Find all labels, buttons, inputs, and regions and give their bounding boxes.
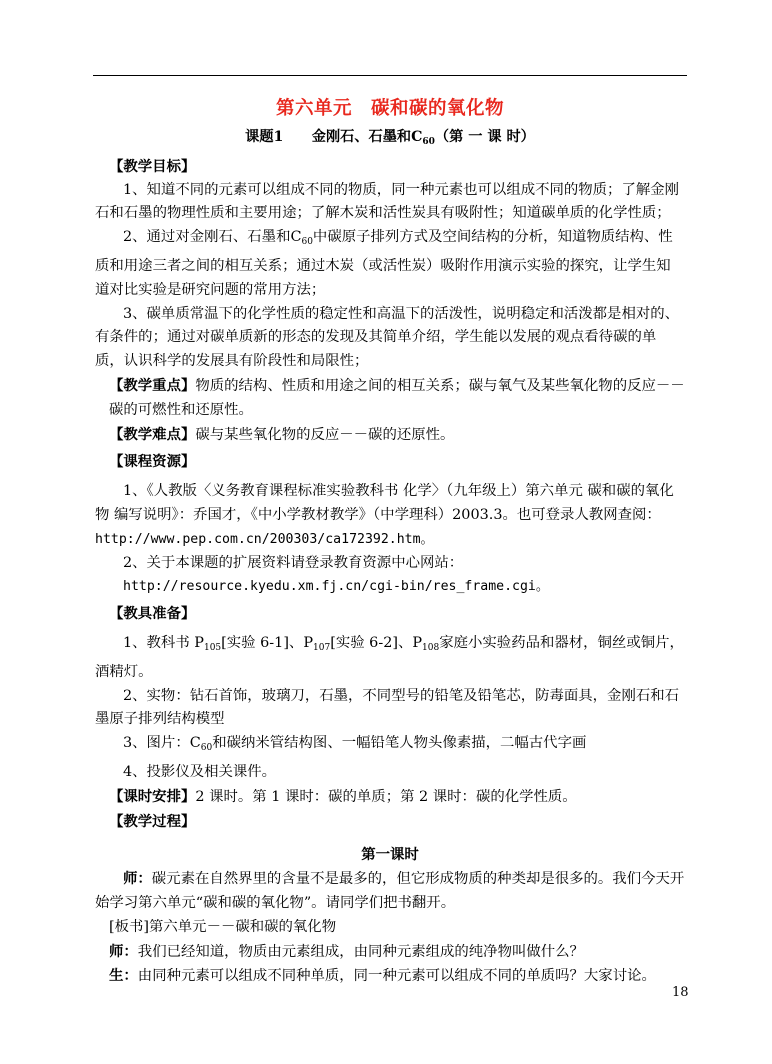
schedule: 【课时安排】2 课时。第 1 课时：碳的单质；第 2 课时：碳的化学性质。 bbox=[109, 787, 577, 805]
equipment-3: 3、图片：$C_{60}$和碳纳米管结构图、一幅铅笔人物头像素描，二幅古代字画 bbox=[123, 735, 587, 754]
goal-2: 2、通过对金刚石、石墨和$C_{60}$中碳原子排列方式及空间结构的分析，知道物质结构、性质和用途三者之间的相互关系；通过木炭（或活性炭）吸附作用演示实验的探究，让学生知道对比实验是研究问题的常用方法； bbox=[95, 229, 673, 298]
difficulty: 【教学难点】碳与某些氧化物的反应－－碳的还原性。 bbox=[109, 425, 455, 443]
goal-1: 1、知道不同的元素可以组成不同的物质，同一种元素也可以组成不同的物质；了解金刚石和石墨的物理性质和主要用途；了解木炭和活性炭具有吸附性；知道碳单质的化学性质； bbox=[95, 181, 680, 222]
equipment-1: 1、教科书 $P_{105}$[实验 6-1]、$P_{107}$[实验 6-2]、$P_{108}$家庭小实验药品和器材，铜丝或铜片，酒精灯。 bbox=[95, 634, 684, 680]
unit-title: 第六单元 碳和碳的氧化物 bbox=[275, 98, 504, 119]
dialogue-2: 师：我们已经知道，物质由元素组成，由同种元素组成的纯净物叫做什么？ bbox=[109, 942, 584, 960]
resources-heading: 【课程资源】 bbox=[109, 453, 196, 471]
goal-3: 3、碳单质常温下的化学性质的稳定性和高温下的活泼性，说明稳定和活泼都是相对的、有条件的；通过对碳单质新的形态的发现及其简单介绍，学生能以发展的观点看待碳的单质，认识科学的发展具有阶段性和局限性； bbox=[95, 305, 680, 370]
first-lesson-heading: 第一课时 bbox=[361, 846, 419, 864]
lesson-title: 课题1 金刚石、石墨和$C_{60}$（第 一 课 时） bbox=[245, 129, 535, 147]
dialogue-1: 师：碳元素在自然界里的含量不是最多的，但它形成物质的种类却是很多的。我们今天开始学习第六单元“碳和碳的氧化物”。请同学们把书翻开。 bbox=[95, 870, 685, 911]
document-page bbox=[95, 96, 685, 989]
process-heading: 【教学过程】 bbox=[109, 812, 196, 830]
resource-url-1: http://www.pep.com.cn/200303/ca172392.htm。 bbox=[95, 531, 434, 547]
equipment-heading: 【教具准备】 bbox=[109, 605, 196, 623]
resource-1: 1、《人教版〈义务教育课程标准实验教科书 化学〉（九年级上）第六单元 碳和碳的氧化物 编写说明》：乔国才，《中小学教材教学》（中学理科）2003.3。也可登录人教网查阅： bbox=[95, 483, 674, 523]
key-point: 【教学重点】物质的结构、性质和用途之间的相互关系；碳与氧气及某些氧化物的反应－－碳的可燃性和还原性。 bbox=[109, 376, 685, 418]
goals-heading: 【教学目标】 bbox=[109, 157, 196, 175]
header-rule bbox=[93, 75, 687, 76]
page-number: 18 bbox=[672, 985, 689, 1000]
resource-url-2: http://resource.kyedu.xm.fj.cn/cgi-bin/res_frame.cgi。 bbox=[123, 579, 550, 595]
resource-2: 2、关于本课题的扩展资料请登录教育资源中心网站： bbox=[123, 554, 464, 571]
board-note: [板书]第六单元－－碳和碳的氧化物 bbox=[109, 918, 337, 935]
equipment-2: 2、实物：钻石首饰，玻璃刀，石墨，不同型号的铅笔及铅笔芯，防毒面具，金刚石和石墨原子排列结构模型 bbox=[95, 687, 680, 728]
dialogue-3: 生：由同种元素可以组成不同种单质，同一种元素可以组成不同的单质吗？大家讨论。 bbox=[109, 967, 656, 985]
equipment-4: 4、投影仪及相关课件。 bbox=[123, 763, 277, 780]
